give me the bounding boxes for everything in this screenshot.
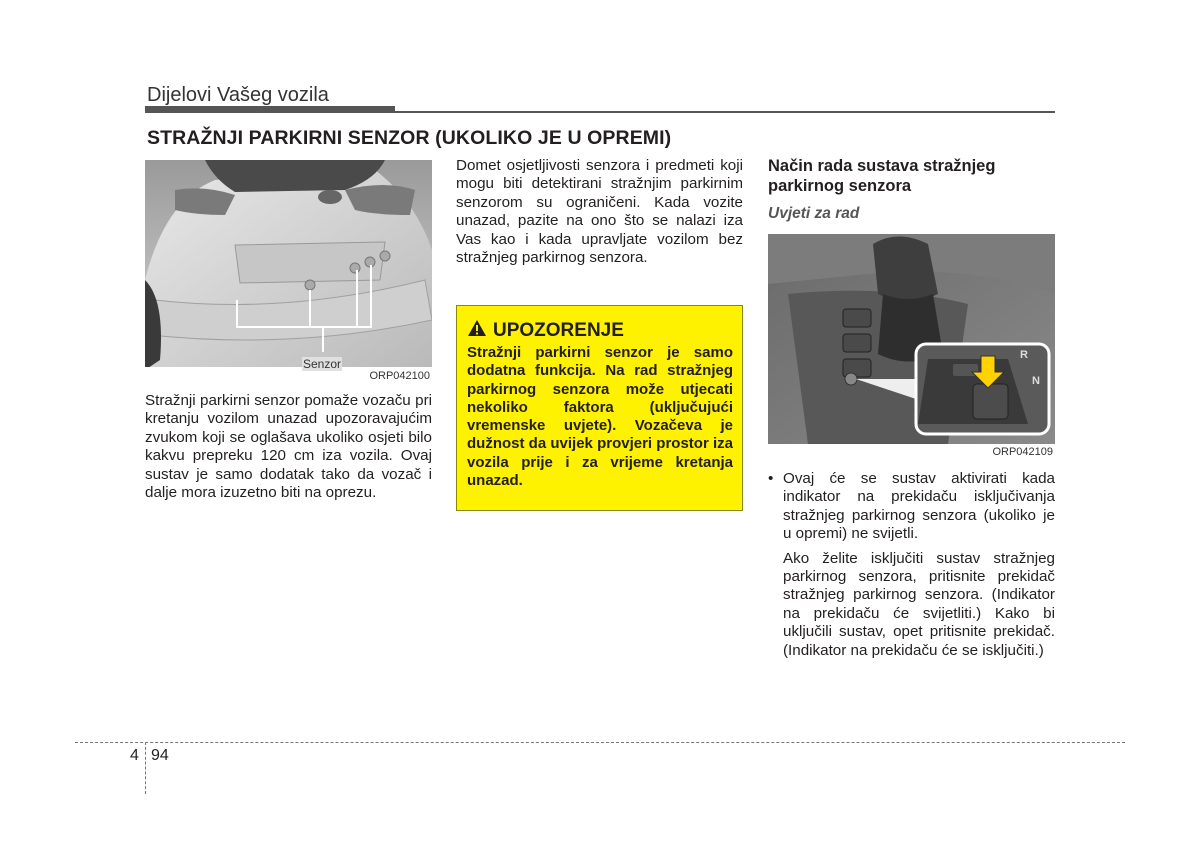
section-header: Dijelovi Vašeg vozila bbox=[147, 84, 329, 106]
operation-list bbox=[768, 470, 1055, 660]
footer-rule bbox=[75, 742, 1125, 743]
operation-subheading: Uvjeti za rad bbox=[768, 205, 860, 222]
operation-heading: Način rada sustava stražnjeg parkirnog senzora bbox=[768, 157, 996, 195]
warning-title: UPOZORENJE bbox=[493, 320, 624, 341]
header-rule bbox=[145, 111, 1055, 113]
list-item bbox=[768, 470, 1055, 544]
figure-code: ORP042100 bbox=[369, 370, 430, 382]
switch-figure bbox=[768, 234, 1055, 459]
sensor-label: Senzor bbox=[303, 357, 342, 371]
bullet-text: Ovaj će se sustav aktivirati kada indikator na prekidaču isključivanja stražnjeg parkirnog senzora (ukoliko je u opremi) ne svijetli. bbox=[783, 470, 1055, 543]
page-number: 94 bbox=[151, 747, 169, 764]
rear-sensor-figure bbox=[145, 160, 432, 383]
warning-text: Stražnji parkirni senzor je samo dodatna funkcija. Na rad stražnjeg parkirnog senzora može utjecati nekoliko faktora (uključujući vremenske uvjete). Vozačeva je dužnost da uvijek provjeri prostor iza vozila prije i za vrijeme kretanja unazad. bbox=[467, 344, 733, 490]
intro-paragraph: Stražnji parkirni senzor pomaže vozaču pri kretanju vozilom unazad upozoravajućim zvukom koji se oglašava ukoliko osjeti bilo kakvu prepreku 120 cm iza vozila. Ovaj sustav je samo dodatak tako da vozač i dalje mora izuzetno biti na oprezu. bbox=[145, 392, 432, 502]
page-title: STRAŽNJI PARKIRNI SENZOR (UKOLIKO JE U OPREMI) bbox=[147, 127, 672, 149]
svg-text:R: R bbox=[1020, 349, 1028, 361]
footer-divider bbox=[145, 742, 146, 794]
bullet-continued-text: Ako želite isključiti sustav stražnjeg parkirnog senzora, pritisnite prekidač stražnjeg parkirnog senzora. (Indikator na prekidaču će svijetliti.) Kako bi uključili sustav, opet pritisnite prekidač. (Indikator na prekidaču će se isključiti.) bbox=[783, 549, 1055, 659]
warning-heading bbox=[467, 319, 624, 343]
range-paragraph: Domet osjetljivosti senzora i predmeti koji mogu biti detektirani stražnjim parkirnim senzorom su ograničeni. Kada vozite unazad, pazite na ono što se nalazi iza Vas kao i kada upravljate vozilom bez stražnjeg parkirnog senzora. bbox=[456, 157, 743, 267]
bullet-icon: • bbox=[768, 470, 774, 487]
figure-code: ORP042109 bbox=[992, 446, 1053, 458]
svg-text:N: N bbox=[1032, 375, 1040, 387]
chapter-number: 4 bbox=[130, 747, 139, 764]
warning-box bbox=[456, 305, 743, 511]
warning-triangle-icon bbox=[467, 319, 487, 343]
